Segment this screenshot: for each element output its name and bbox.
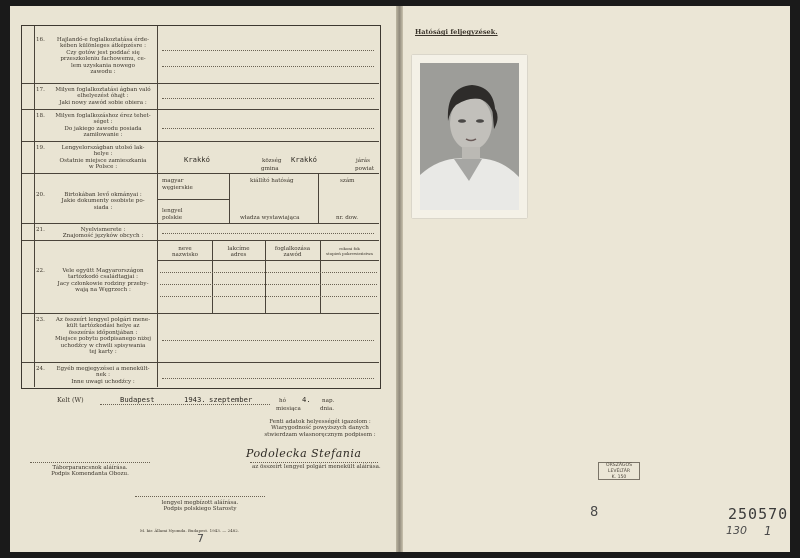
date-place: Budapest — [120, 395, 155, 404]
row-17-question: Milyen foglalkoztatási ágban való elhelyezést óhajt : Jaki nowy zawód sobie obiera : — [55, 87, 151, 106]
elder-signature-line — [135, 496, 265, 497]
archive-stamp: ORSZÁGOS LEVÉLTÁR K. 150 — [598, 462, 640, 480]
pencil-mark-right: 8 — [590, 505, 599, 520]
camp-commander-caption: Táborparancsnok aláírása. Podpis Komendanta Obozu. — [51, 465, 129, 478]
doc-hungarian-label: magyar — [162, 178, 184, 184]
issuer-label: kiállító hatóság — [250, 178, 294, 184]
date-label: Kelt (W) — [57, 396, 84, 404]
row-22-num: 22. — [36, 268, 45, 274]
family-line — [160, 284, 377, 285]
family-line — [160, 296, 377, 297]
gmina-label: gmina — [261, 166, 279, 172]
row-divider — [22, 362, 379, 363]
issuer-pl-label: władza wystawiająca — [240, 215, 300, 221]
row-19-num: 19. — [36, 145, 45, 151]
powiat-label: powiat — [355, 166, 375, 172]
day-pl-label: dnia. — [320, 406, 335, 412]
signature-line — [250, 462, 378, 463]
signature-caption: az összeírt lengyel polgári menekült aláírása. — [252, 464, 381, 470]
doc-polish-pl-label: polskie — [162, 215, 183, 221]
family-relation-header: rokoni fok stopień pokrewieństwa — [326, 246, 373, 256]
camp-signature-line — [30, 462, 150, 463]
portrait-image — [420, 63, 519, 210]
row-18-question: Milyen foglalkozáshoz érez tehet- séget : Do jakiego zawodu posiada zamiłowanie : — [55, 113, 151, 139]
row-divider — [22, 173, 379, 174]
portrait-photo — [412, 55, 527, 218]
answer-line — [162, 128, 374, 129]
polish-elder-caption: lengyel megbízott aláírása. Podpis polskiego Starosty — [161, 500, 239, 513]
row-18-num: 18. — [36, 113, 45, 119]
answer-line — [162, 378, 374, 379]
date-line — [100, 404, 270, 405]
row-21-num: 21. — [36, 227, 45, 233]
answer-line — [162, 66, 374, 67]
row-17-num: 17. — [36, 87, 45, 93]
row-23-question: Az összeírt lengyel polgári mene- kült tartózkodási helye az összeírás időpontjában : Miejsce pobytu podpisanego niżej uchodźcy w chwili spisywania tej karty : — [54, 317, 152, 356]
date-year: 1943. — [184, 395, 206, 404]
date-day: 4. — [302, 395, 311, 404]
docs-divider — [318, 174, 319, 223]
book-fold — [396, 6, 403, 552]
last-residence-city: Krakkó — [184, 155, 210, 164]
last-residence-district: Krakkó — [291, 155, 317, 164]
row-20-num: 20. — [36, 192, 45, 198]
row-divider — [22, 109, 379, 110]
family-occupation-header: foglalkozása zawód — [274, 246, 311, 259]
answer-line — [162, 233, 374, 234]
family-line — [160, 272, 377, 273]
family-divider — [158, 260, 379, 261]
answer-line — [162, 50, 374, 51]
jaras-label: járás — [356, 158, 370, 164]
row-divider — [22, 83, 379, 84]
row-24-num: 24. — [36, 366, 45, 372]
answer-line — [162, 340, 374, 341]
kozseg-label: község — [262, 158, 282, 164]
printer-imprint: M. kir. Állami Nyomda. Budapest. 1943. — 2482. — [140, 528, 240, 533]
row-16-question: Hajlandó-e foglalkoztatása érde- kében különleges átképzésre : Czy gotów jest poddać się przeszkoleniu fachowemu, ce- lem uzyskania nowego zawodu : — [56, 37, 150, 76]
row-23-num: 23. — [36, 317, 45, 323]
row-24-question: Egyéb megjegyzései a menekült- nek : Inne uwagi uchodźcy : — [56, 366, 150, 385]
row-19-question: Lengyelországban utolsó lak- helye : Ostatnie miejsce zamieszkania w Polsce : — [59, 145, 147, 171]
row-20-question: Birtokában levő okmányai : Jakie dokumenty osobiste po- siada : — [61, 192, 145, 211]
question-col-divider — [157, 26, 158, 387]
docs-divider — [158, 199, 230, 200]
row-divider — [22, 313, 379, 314]
row-21-question: Nyelvismerete : Znajomość języków obcych : — [62, 227, 144, 240]
family-name-header: neve nazwisko — [171, 246, 199, 259]
row-divider — [22, 223, 379, 224]
serial-number: 250570 — [728, 505, 789, 523]
doc-hungarian-pl-label: węgierskie — [162, 185, 193, 191]
row-16-num: 16. — [36, 37, 45, 43]
number-pl-label: nr. dow. — [336, 215, 359, 221]
attestation-text: Fenti adatok helyességét igazolom : Wiarygodność powyższych danych stwierdzam własnoręcznym podpisem : — [264, 419, 376, 438]
date-month: szeptember — [209, 395, 253, 404]
month-label: hó — [279, 398, 286, 404]
serial-small: 130 — [726, 524, 747, 537]
authority-notes-title: Hatósági feljegyzések. — [415, 28, 498, 36]
num-col-divider — [34, 26, 35, 387]
month-pl-label: miesiąca — [276, 406, 301, 412]
row-22-question: Vele együtt Magyarországon tartózkodó családtagjai : Jacy członkowie rodziny przeby- wają na Węgrzech : — [57, 268, 149, 294]
family-address-header: lakcíme adres — [227, 246, 250, 259]
day-label: nap. — [322, 398, 335, 404]
row-divider — [22, 141, 379, 142]
answer-line — [162, 98, 374, 99]
serial-tick: 1 — [764, 524, 772, 538]
number-label: szám — [340, 178, 355, 184]
pencil-mark-left: 7 — [197, 532, 204, 545]
doc-polish-label: lengyel — [162, 208, 183, 214]
refugee-signature: Podolecka Stefania — [246, 447, 362, 460]
row-divider — [22, 240, 379, 241]
